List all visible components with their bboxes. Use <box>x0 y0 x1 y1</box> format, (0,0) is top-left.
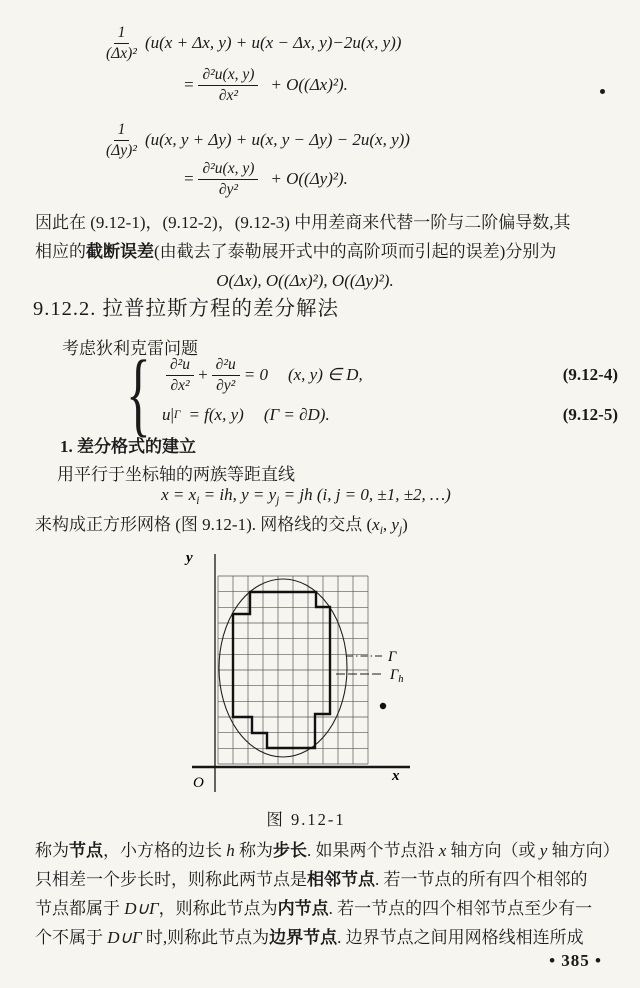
square-grid <box>218 576 368 764</box>
difference-quotient-y-line2 <box>183 160 348 199</box>
text-run: 因此在 (9.12-1)，(9.12-2)，(9.12-3) 中用差商来代替一阶与二阶偏导数,其 <box>35 213 571 232</box>
paragraph-line <box>35 208 613 237</box>
figure-caption: 图 9.12-1 <box>266 810 346 829</box>
fraction-numerator: ∂²u(x, y) <box>198 160 258 180</box>
node-definition-paragraph <box>35 836 620 952</box>
fraction-denominator: (Δy)² <box>106 141 137 159</box>
page-number: • 385 • <box>549 951 602 970</box>
domain-boundary-ellipse <box>219 579 347 757</box>
text-run: 称为 <box>35 841 69 860</box>
equals-sign: = <box>183 75 195 95</box>
equation-body: (u(x + Δx, y) + u(x − Δx, y)−2u(x, y)) <box>144 33 402 53</box>
text-run: . 若一节点的四个相邻节点至少有一 <box>328 899 593 918</box>
ink-dot <box>380 703 386 709</box>
text-run: 只相差一个步长时，则称此两节点是 <box>35 870 307 889</box>
text-run: 来构成正方形网格 (图 9.12-1). 网格线的交点 ( <box>35 515 373 534</box>
set-d-union-gamma: D∪Γ <box>107 928 142 947</box>
formula-part: = ih, y = y <box>199 485 277 504</box>
fraction-numerator: ∂²u <box>212 356 240 376</box>
ink-speck <box>600 89 605 94</box>
origin-label: O <box>193 775 204 791</box>
big-o-term: + O((Δy)²). <box>270 169 348 189</box>
text-run: . 如果两个节点沿 <box>307 841 439 860</box>
plus-sign: + <box>198 365 208 385</box>
bold-term-adjacent-nodes: 相邻节点 <box>307 870 375 889</box>
difference-quotient-x-line1 <box>98 24 401 63</box>
text-run: 时,则称此节点为 <box>141 928 270 947</box>
fraction-d2u-dy2 <box>212 356 240 395</box>
subscript-i: i <box>196 495 200 507</box>
bold-term-truncation-error: 截断误差 <box>86 242 154 261</box>
text-run: 轴方向） <box>547 841 620 860</box>
text-run: ，则称此节点为 <box>158 899 278 918</box>
paragraph-line <box>35 923 613 952</box>
fraction-numerator: ∂²u <box>166 356 194 376</box>
equation-tag-9-12-4: (9.12-4) <box>562 365 618 385</box>
error-orders-line: O(Δx), O((Δx)²), O((Δy)²). <box>216 271 394 290</box>
bold-term-interior-node: 内节点 <box>277 899 329 918</box>
subscript-j: j <box>398 525 403 537</box>
fraction-denominator: ∂x² <box>218 86 239 104</box>
truncation-error-paragraph <box>35 208 613 295</box>
difference-quotient-x-line2 <box>183 66 348 105</box>
subscript-j: j <box>276 495 280 507</box>
paragraph-line <box>35 894 613 923</box>
y-variable: y <box>391 515 399 534</box>
bold-term-step-length: 步长 <box>273 841 307 860</box>
text-run: (由截去了泰勒展开式中的高阶项而引起的误差)分别为 <box>154 242 557 261</box>
set-d-union-gamma: D∪Γ <box>124 899 159 918</box>
dirichlet-intro: 考虑狄利克雷问题 <box>62 339 198 358</box>
equation-tag-9-12-5: (9.12-5) <box>562 404 618 424</box>
gamma-h-label <box>389 667 404 685</box>
equals-zero: = 0 <box>243 365 268 385</box>
restriction-bar: | <box>170 404 174 424</box>
text-run: 称为 <box>234 841 273 860</box>
text-run: 节点都属于 <box>35 899 125 918</box>
text-run: 轴方向（或 <box>446 841 540 860</box>
paragraph-line <box>35 865 613 894</box>
equals-sign: = <box>183 169 195 189</box>
text-run: 个不属于 <box>35 928 108 947</box>
text-run: . 边界节点之间用网格线相连所成 <box>337 928 584 947</box>
dirichlet-problem-system <box>126 342 618 446</box>
gamma-h-subscript: h <box>398 674 404 685</box>
formula-part: x = x <box>161 485 197 504</box>
fraction-denominator: ∂y² <box>218 180 239 198</box>
y-variable: y <box>539 841 548 860</box>
bold-term-node: 节点 <box>69 841 103 860</box>
difference-quotient-y-line1 <box>98 121 410 160</box>
text-run: . 若一节点的所有四个相邻的 <box>375 870 588 889</box>
big-o-term: + O((Δx)²). <box>270 75 348 95</box>
gamma-definition: (Γ = ∂D). <box>263 404 330 424</box>
fraction-denominator: ∂y² <box>216 376 236 394</box>
grid-construction-line <box>35 510 408 537</box>
paragraph-line <box>35 836 620 865</box>
figure-9-12-1 <box>140 546 470 801</box>
text-run: 相应的 <box>35 242 86 261</box>
fraction-1-over-dx2 <box>102 24 141 63</box>
text-run: , <box>382 515 392 534</box>
fraction-denominator: (Δx)² <box>106 44 137 62</box>
x-axis-label: x <box>392 768 400 784</box>
paragraph-line <box>35 237 613 266</box>
h-variable: h <box>226 841 235 860</box>
x-variable: x <box>372 515 380 534</box>
formula-part: = jh (i, j = 0, ±1, ±2, …) <box>279 485 451 504</box>
subscript-i: i <box>379 525 383 537</box>
left-brace: { <box>126 342 151 446</box>
gamma-label: Γ <box>388 649 397 665</box>
boundary-function: = f(x, y) <box>188 404 244 424</box>
fraction-numerator: 1 <box>114 121 130 141</box>
equation-row-2 <box>148 405 618 425</box>
grid-lines-intro: 用平行于坐标轴的两族等距直线 <box>57 465 295 484</box>
grid-formula <box>0 485 612 507</box>
fraction-d2u-dx2 <box>198 66 258 105</box>
fraction-numerator: 1 <box>114 24 130 44</box>
x-variable: x <box>438 841 447 860</box>
bold-term-boundary-node: 边界节点 <box>269 928 338 947</box>
text-run: ) <box>402 515 408 534</box>
gamma-subscript: Γ <box>173 408 181 421</box>
fraction-denominator: ∂x² <box>170 376 190 394</box>
u-variable: u <box>162 404 171 424</box>
domain-condition: (x, y) ∈ D, <box>287 365 363 385</box>
equation-body: (u(x, y + Δy) + u(x, y − Δy) − 2u(x, y)) <box>144 130 410 150</box>
fraction-d2u-dy2 <box>198 160 258 199</box>
fraction-1-over-dy2 <box>102 121 141 160</box>
text-run: ，小方格的边长 <box>103 841 227 860</box>
gamma-h-base: Γ <box>390 667 399 683</box>
fraction-d2u-dx2 <box>166 356 194 395</box>
subsection-title: 1. 差分格式的建立 <box>60 437 196 456</box>
equation-row-1 <box>148 356 618 395</box>
y-axis-label: y <box>186 550 193 566</box>
section-heading: 9.12.2. 拉普拉斯方程的差分解法 <box>33 298 339 320</box>
fraction-numerator: ∂²u(x, y) <box>198 66 258 86</box>
